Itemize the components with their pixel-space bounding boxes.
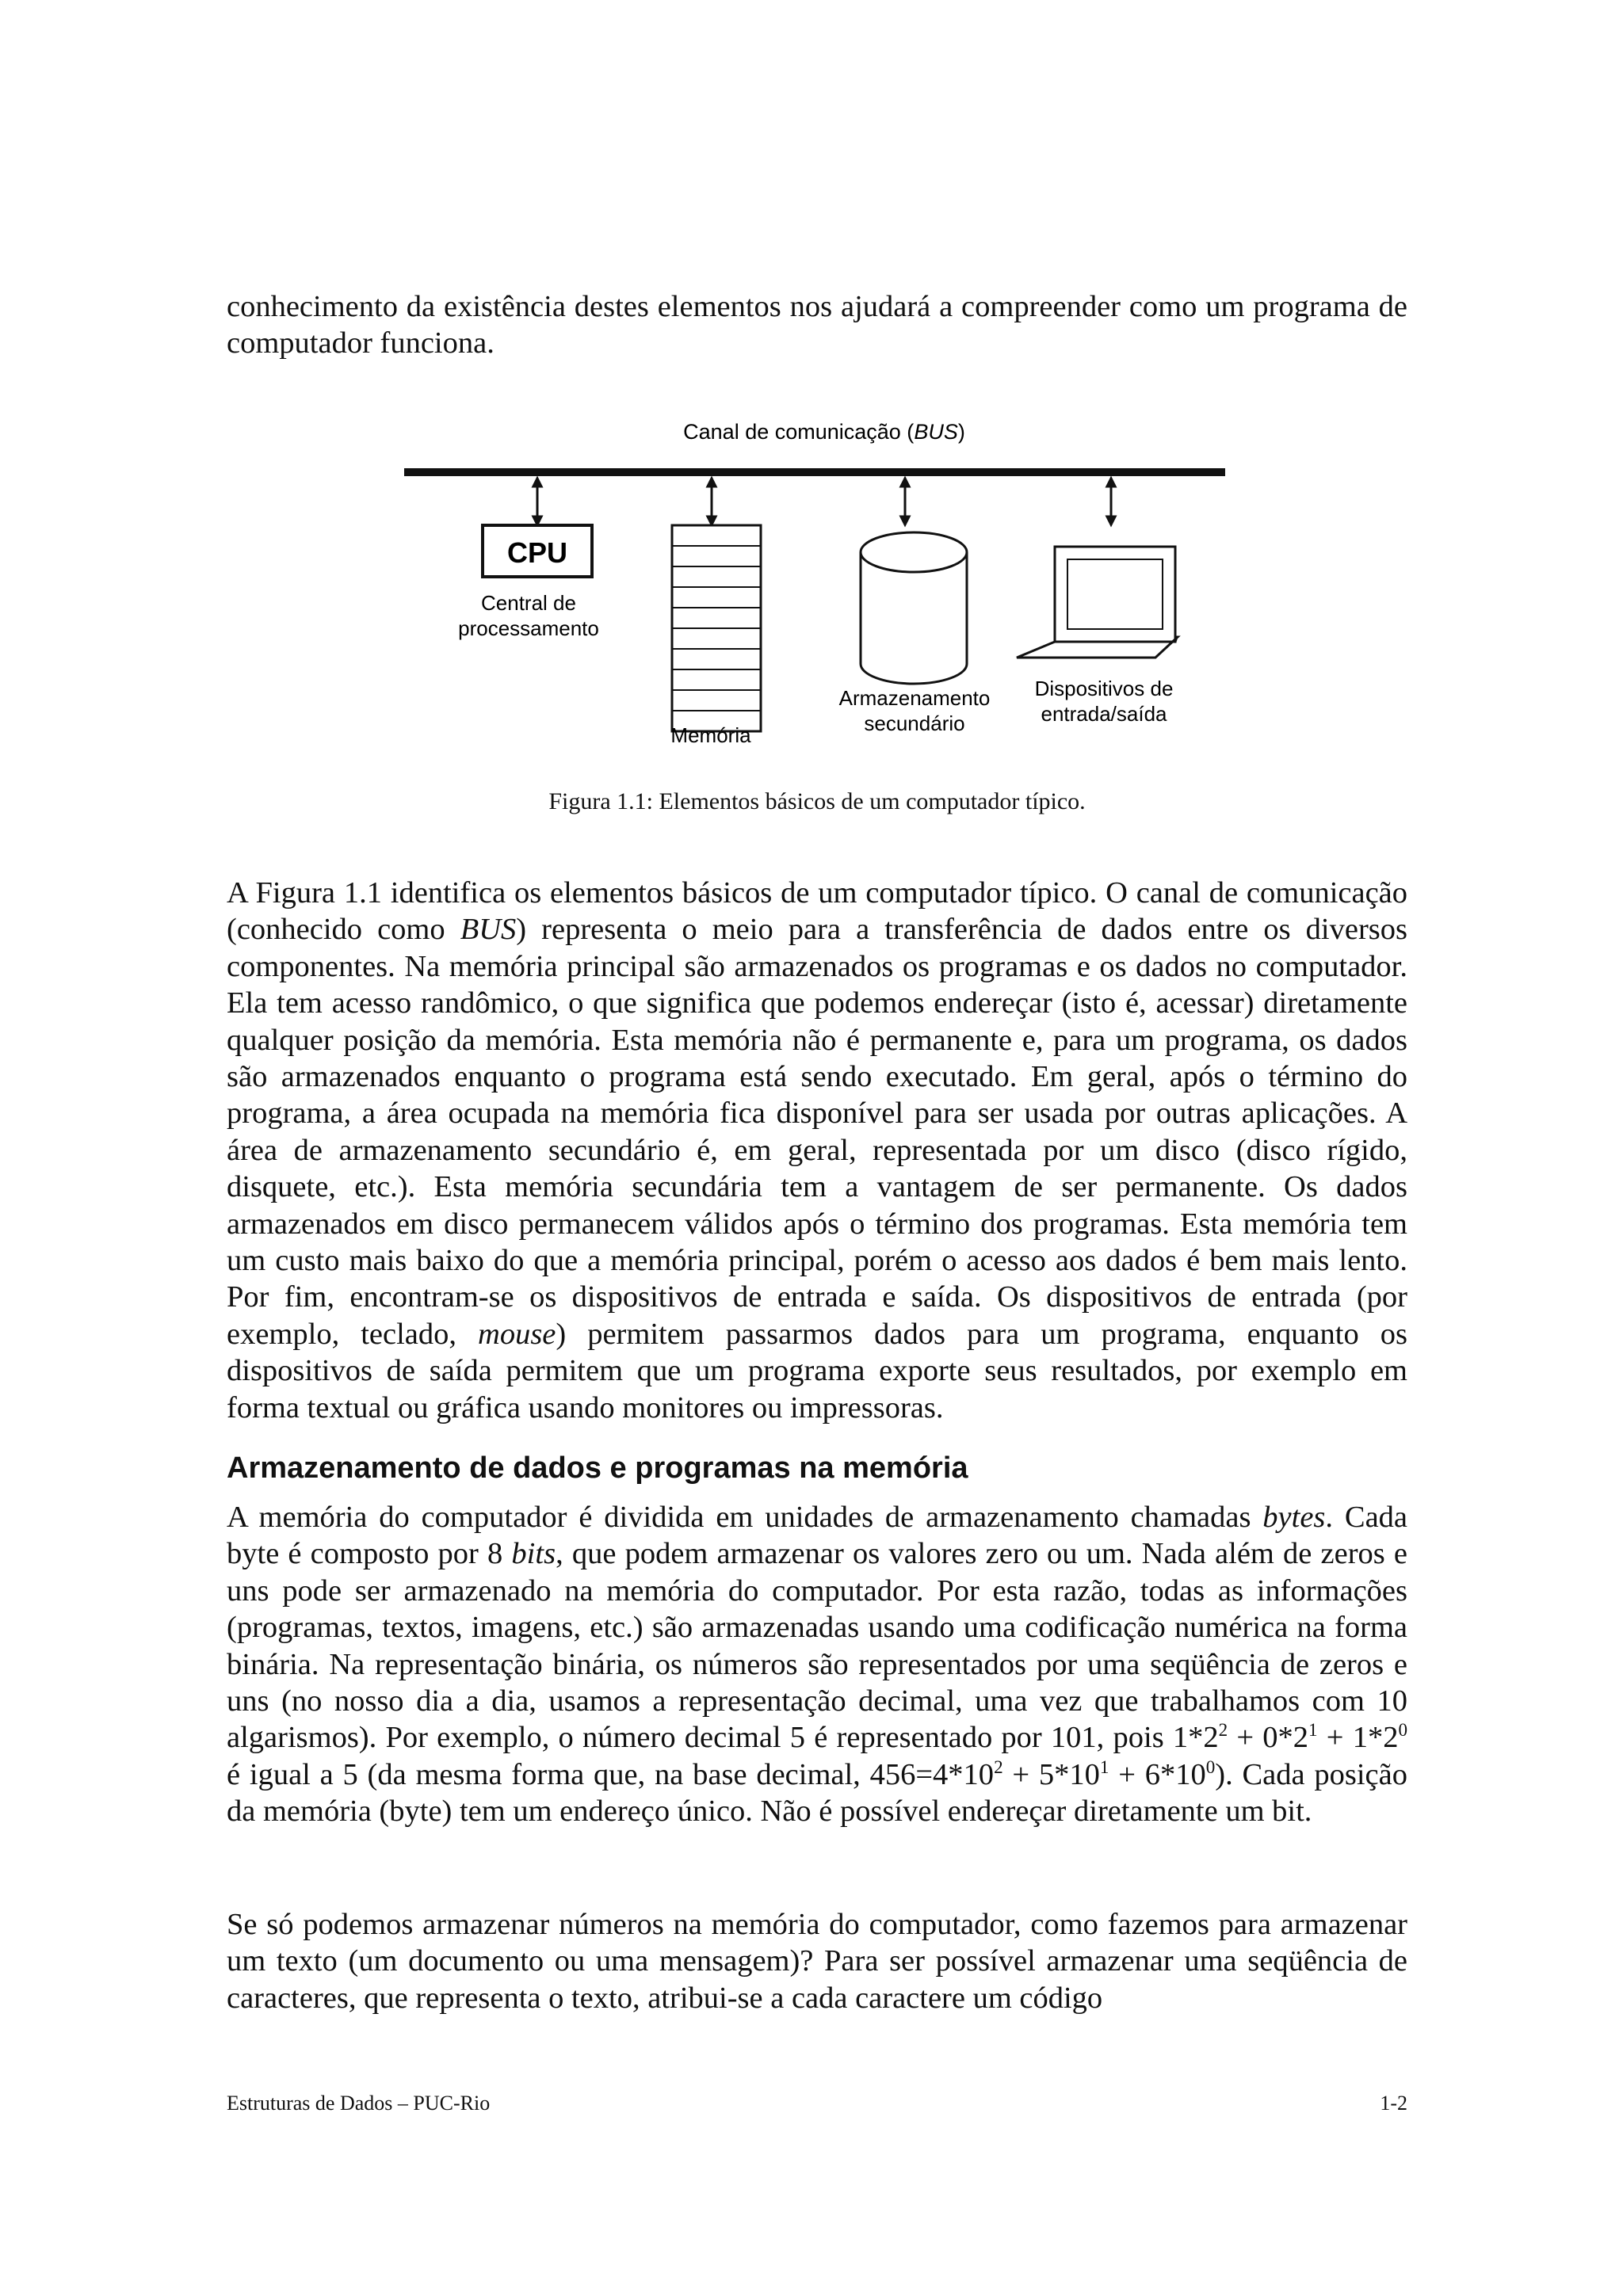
cpu-block: [458, 525, 599, 640]
cpu-label: CPU: [506, 536, 568, 569]
storage-block: [839, 532, 991, 735]
footer-page-number: 1-2: [1380, 2092, 1407, 2115]
cpu-caption-line1: Central de: [481, 591, 576, 615]
bus-line: [404, 468, 1225, 476]
io-block: [1017, 547, 1178, 726]
storage-label-line1: Armazenamento: [838, 686, 991, 710]
disk-cylinder-top: [861, 532, 967, 572]
io-label-line2: entrada/saída: [1041, 702, 1167, 726]
memory-label: Memória: [670, 723, 751, 747]
paragraph-text-storage: Se só podemos armazenar números na memória do computador, como fazemos para armazenar um texto (um documento ou uma mensagem)? Para ser possível armazenar uma seqüência de caracteres, que representa o texto, atribui-se a cada caractere um código: [227, 1908, 1407, 2015]
computer-elements-diagram: [0, 412, 1623, 761]
bus-label: Canal de comunicação (BUS): [683, 420, 965, 444]
monitor-screen: [1067, 559, 1163, 629]
section-heading: Armazenamento de dados e programas na memória: [227, 1451, 968, 1485]
intro-paragraph: conhecimento da existência destes elementos nos ajudará a compreender como um programa de computador funciona.: [227, 290, 1407, 360]
figure-caption: Figura 1.1: Elementos básicos de um computador típico.: [548, 788, 1086, 814]
paragraph-memory-storage: A memória do computador é dividida em unidades de armazenamento chamadas bytes. Cada byte é composto por 8 bits, que podem armazenar os valores zero ou um. Nada além de zeros e uns pode ser armazenado na memória do computador. Por esta razão, todas as informações (programas, textos, imagens, etc.) são armazenadas usando uma codificação numérica na forma binária. Na representação binária, os números são representados por uma seqüência de zeros e uns (no nosso dia a dia, usamos a representação decimal, uma vez que trabalhamos com 10 algarismos). Por exemplo, o número decimal 5 é representado por 101, pois $1*2^2 + 0*2^1 + 1*2^0$ é igual a 5 (da mesma forma que, na base decimal, $456=4*10^2 + 5*10^1 + 6*10^0$). Cada posição da memória (byte) tem um endereço único. Não é possível endereçar diretamente um bit.: [227, 1501, 1407, 1829]
io-label-line1: Dispositivos de: [1034, 677, 1174, 700]
paragraph-figure-description: A Figura 1.1 identifica os elementos básicos de um computador típico. O canal de comunicação (conhecido como BUS) representa o meio para a transferência de dados entre os diversos componentes. Na memória principal são armazenados os programas e os dados no computador. Ela tem acesso randômico, o que significa que podemos endereçar (isto é, acessar) diretamente qualquer posição da memória. Esta memória não é permanente e, para um programa, os dados são armazenados enquanto o programa está sendo executado. Em geral, após o término do programa, a área ocupada na memória fica disponível para ser usada por outras aplicações. A área de armazenamento secundário é, em geral, representada por um disco (disco rígido, disquete, etc.). Esta memória secundária tem a vantagem de ser permanente. Os dados armazenados em disco permanecem válidos após o término dos programas. Esta memória tem um custo mais baixo do que a memória principal, porém o acesso aos dados é bem mais lento. Por fim, encontram-se os dispositivos de entrada e saída. Os dispositivos de entrada (por exemplo, teclado, mouse) permitem passarmos dados para um programa, enquanto os dispositivos de saída permitem que um programa exporte seus resultados, por exemplo em forma textual ou gráfica usando monitores ou impressoras.: [227, 876, 1407, 1425]
footer-left: Estruturas de Dados – PUC-Rio: [227, 2092, 491, 2115]
memory-block: [670, 525, 761, 747]
cpu-caption-line2: processamento: [458, 616, 599, 640]
storage-label-line2: secundário: [864, 711, 965, 735]
